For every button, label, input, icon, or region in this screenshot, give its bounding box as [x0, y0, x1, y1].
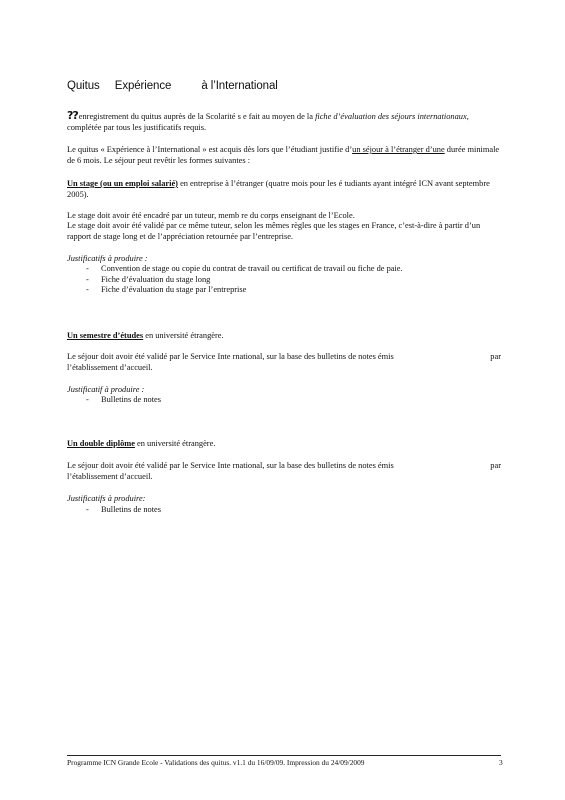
- page-title: [67, 80, 278, 92]
- quitus-underlined: un séjour à l’étranger d’une: [352, 145, 445, 154]
- list-item: - Bulletins de notes: [86, 505, 161, 516]
- semestre-justificatif-list: [86, 395, 161, 406]
- semestre-heading-paragraph: [67, 331, 501, 342]
- semestre-validation-line2: l’établissement d’accueil.: [67, 362, 153, 372]
- stage-justificatifs-list: [86, 264, 403, 296]
- quitus-text-1: Le quitus « Expérience à l’International » est acquis dès lors que l’étudiant justifie d’: [67, 145, 353, 154]
- title-word-experience: Expérience: [114, 80, 172, 92]
- quitus-text-2: durée minimale de 6 mois. Le séjour peut revêtir les formes suivantes :: [67, 145, 500, 165]
- stage-heading-rest: en entreprise à l’étranger (quatre mois pour les é tudiants ayant intégré ICN avant septembre 2005).: [67, 179, 490, 199]
- semestre-validation-paragraph: [67, 352, 501, 373]
- double-validation-right: par: [490, 461, 501, 470]
- footer-text: Programme ICN Grande Ecole - Validations des quitus. v1.1 du 16/09/09. Impression du 24/09/2009: [67, 758, 365, 767]
- semestre-heading: Un semestre d’études: [67, 331, 144, 340]
- double-justificatifs-list: [86, 505, 161, 516]
- double-heading-paragraph: [67, 439, 501, 450]
- footer-divider: [67, 755, 501, 756]
- double-heading-rest: en université étrangère.: [137, 439, 216, 448]
- stage-paragraph-2: Le stage doit avoir été validé par ce même tuteur, selon les mêmes règles que les stages en France, c’est-à-dire à partir d’un rapport de stage long et de l’appréciation retournée par l’entreprise.: [67, 221, 481, 241]
- list-item: - Fiche d’évaluation du stage par l’entreprise: [86, 285, 403, 296]
- title-word-quitus: Quitus: [67, 80, 100, 92]
- semestre-heading-rest: en université étrangère.: [145, 331, 224, 340]
- double-validation-left: Le séjour doit avoir été validé par le Service Inte rnational, sur la base des bulletins de notes émis: [67, 461, 394, 470]
- missing-glyph-icon: ??: [67, 109, 78, 122]
- list-item: - Fiche d’évaluation du stage long: [86, 275, 403, 286]
- stage-justificatifs-label: Justificatifs à produire :: [67, 254, 148, 263]
- double-justificatifs-label: Justificatifs à produire:: [67, 494, 146, 503]
- page-number: 3: [499, 758, 503, 767]
- intro-paragraph: ??enregistrement du quitus auprès de la Scolarité s e fait au moyen de la fiche d’évaluation des séjours internationaux, complétée par tous les justificatifs requis.: [67, 109, 469, 132]
- intro-text-2: complétée par tous les justificatifs requis.: [67, 122, 207, 132]
- double-validation-line2: l’établissement d’accueil.: [67, 471, 153, 481]
- list-item: - Bulletins de notes: [86, 395, 161, 406]
- intro-italic: fiche d’évaluation des séjours internationaux: [315, 112, 467, 121]
- double-validation-paragraph: [67, 461, 501, 482]
- quitus-paragraph: [67, 145, 501, 166]
- double-heading: Un double diplôme: [67, 439, 135, 448]
- semestre-justificatif-label: Justificatif à produire :: [67, 385, 145, 394]
- semestre-validation-left: Le séjour doit avoir été validé par le Service Inte rnational, sur la base des bulletins de notes émis: [67, 352, 394, 361]
- stage-heading-paragraph: [67, 179, 501, 200]
- title-word-international: à l’International: [201, 80, 278, 92]
- semestre-validation-right: par: [490, 352, 501, 361]
- stage-heading: Un stage (ou un emploi salarié): [67, 179, 178, 188]
- stage-paragraph-1: Le stage doit avoir été encadré par un tuteur, memb re du corps enseignant de l’Ecole.: [67, 211, 355, 220]
- list-item: - Convention de stage ou copie du contrat de travail ou certificat de travail ou fiche de paie.: [86, 264, 403, 275]
- intro-text-1: enregistrement du quitus auprès de la Scolarité s e fait au moyen de la: [78, 112, 313, 121]
